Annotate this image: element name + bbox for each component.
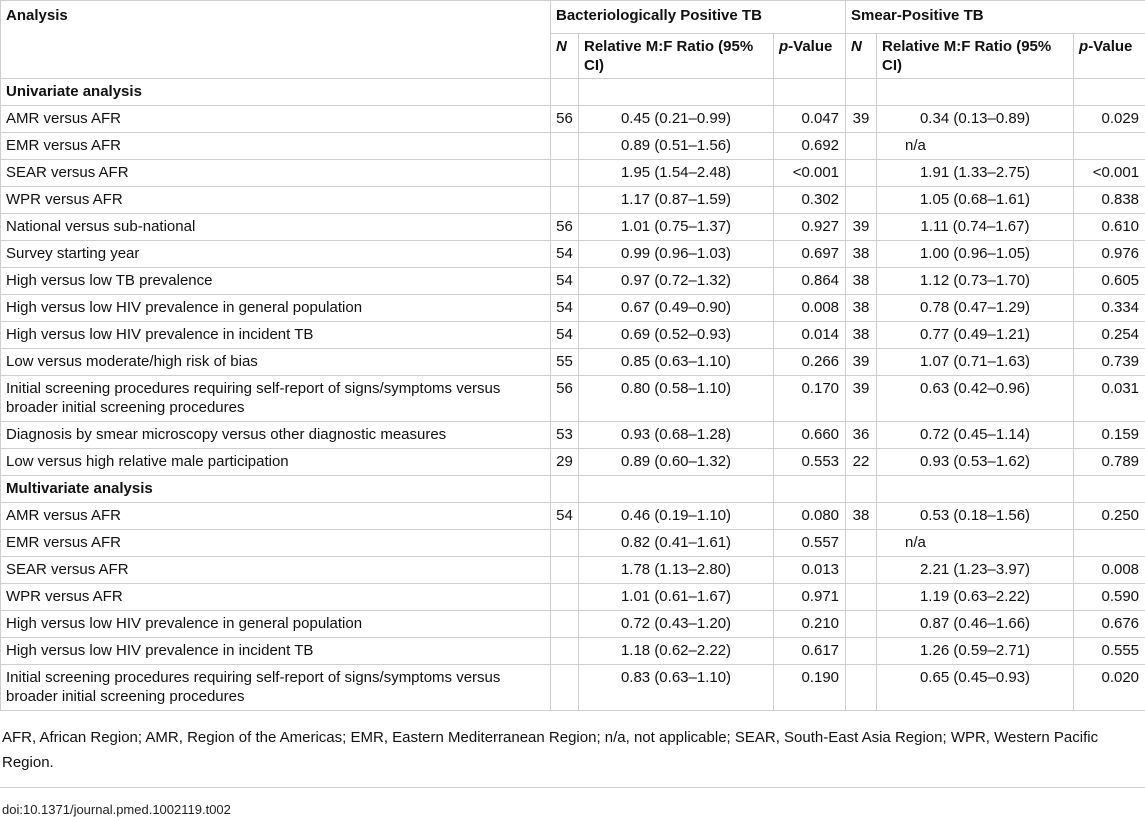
table-row bbox=[1, 584, 1145, 611]
row-label: High versus low HIV prevalence in incident TB bbox=[1, 638, 551, 665]
ratio-cell: 0.45 (0.21–0.99) bbox=[579, 106, 774, 133]
table-row bbox=[1, 449, 1145, 476]
ratio-cell: 0.72 (0.43–1.20) bbox=[579, 611, 774, 638]
table-row bbox=[1, 557, 1145, 584]
n-cell: 54 bbox=[551, 268, 579, 295]
n-cell: 39 bbox=[846, 349, 877, 376]
n-cell: 54 bbox=[551, 503, 579, 530]
n-cell: 38 bbox=[846, 268, 877, 295]
n-cell bbox=[846, 665, 877, 711]
ratio-cell: 1.01 (0.61–1.67) bbox=[579, 584, 774, 611]
ratio-cell: 0.85 (0.63–1.10) bbox=[579, 349, 774, 376]
n-cell: 36 bbox=[846, 422, 877, 449]
group-header-smear: Smear-Positive TB bbox=[846, 1, 1145, 34]
row-label: High versus low HIV prevalence in general population bbox=[1, 295, 551, 322]
p-value-header-1: p-Value bbox=[774, 34, 846, 79]
p-value-cell: 0.170 bbox=[774, 376, 846, 422]
table-row bbox=[1, 241, 1145, 268]
n-cell: 22 bbox=[846, 449, 877, 476]
ratio-cell: 0.77 (0.49–1.21) bbox=[877, 322, 1074, 349]
p-value-cell: 0.555 bbox=[1074, 638, 1145, 665]
empty-cell bbox=[774, 476, 846, 503]
n-cell bbox=[551, 584, 579, 611]
ratio-cell: 0.97 (0.72–1.32) bbox=[579, 268, 774, 295]
table-row bbox=[1, 638, 1145, 665]
n-cell bbox=[551, 530, 579, 557]
ratio-cell: 0.72 (0.45–1.14) bbox=[877, 422, 1074, 449]
ratio-cell: 0.63 (0.42–0.96) bbox=[877, 376, 1074, 422]
row-label: AMR versus AFR bbox=[1, 503, 551, 530]
ratio-cell: 0.67 (0.49–0.90) bbox=[579, 295, 774, 322]
ratio-cell: 0.69 (0.52–0.93) bbox=[579, 322, 774, 349]
table-row bbox=[1, 376, 1145, 422]
table-row bbox=[1, 503, 1145, 530]
n-cell: 39 bbox=[846, 106, 877, 133]
table-header bbox=[1, 1, 1145, 79]
p-value-cell: 0.557 bbox=[774, 530, 846, 557]
table-row bbox=[1, 106, 1145, 133]
ratio-cell: 0.65 (0.45–0.93) bbox=[877, 665, 1074, 711]
p-value-cell: 0.020 bbox=[1074, 665, 1145, 711]
table-row bbox=[1, 530, 1145, 557]
n-cell: 56 bbox=[551, 106, 579, 133]
p-value-cell: 0.553 bbox=[774, 449, 846, 476]
p-value-cell: 0.697 bbox=[774, 241, 846, 268]
ratio-cell: 0.53 (0.18–1.56) bbox=[877, 503, 1074, 530]
p-value-cell: 0.210 bbox=[774, 611, 846, 638]
ratio-cell: 0.83 (0.63–1.10) bbox=[579, 665, 774, 711]
n-cell: 55 bbox=[551, 349, 579, 376]
empty-cell bbox=[846, 476, 877, 503]
ratio-cell: 1.00 (0.96–1.05) bbox=[877, 241, 1074, 268]
empty-cell bbox=[551, 79, 579, 106]
ratio-cell: 0.80 (0.58–1.10) bbox=[579, 376, 774, 422]
doi-line: doi:10.1371/journal.pmed.1002119.t002 bbox=[0, 787, 1145, 817]
ratio-cell: 0.87 (0.46–1.66) bbox=[877, 611, 1074, 638]
row-label: WPR versus AFR bbox=[1, 187, 551, 214]
section-title: Multivariate analysis bbox=[1, 476, 551, 503]
ratio-cell: 1.07 (0.71–1.63) bbox=[877, 349, 1074, 376]
row-label: High versus low HIV prevalence in general population bbox=[1, 611, 551, 638]
table-row bbox=[1, 422, 1145, 449]
empty-cell bbox=[877, 79, 1074, 106]
row-label: EMR versus AFR bbox=[1, 530, 551, 557]
ratio-cell: 1.95 (1.54–2.48) bbox=[579, 160, 774, 187]
ratio-cell: 1.91 (1.33–2.75) bbox=[877, 160, 1074, 187]
n-cell bbox=[846, 133, 877, 160]
n-cell bbox=[846, 638, 877, 665]
p-value-cell: 0.080 bbox=[774, 503, 846, 530]
p-value-cell: 0.029 bbox=[1074, 106, 1145, 133]
n-cell: 54 bbox=[551, 241, 579, 268]
row-label: SEAR versus AFR bbox=[1, 557, 551, 584]
p-value-cell: 0.927 bbox=[774, 214, 846, 241]
ratio-cell: 1.19 (0.63–2.22) bbox=[877, 584, 1074, 611]
n-cell bbox=[551, 133, 579, 160]
ratio-cell: 1.12 (0.73–1.70) bbox=[877, 268, 1074, 295]
row-label: WPR versus AFR bbox=[1, 584, 551, 611]
ratio-cell: 0.93 (0.53–1.62) bbox=[877, 449, 1074, 476]
table-row bbox=[1, 322, 1145, 349]
ratio-cell: 1.26 (0.59–2.71) bbox=[877, 638, 1074, 665]
group-header-bacteriological: Bacteriologically Positive TB bbox=[551, 1, 846, 34]
p-value-cell: 0.008 bbox=[774, 295, 846, 322]
table-footnote: AFR, African Region; AMR, Region of the Americas; EMR, Eastern Mediterranean Region; n/a, not applicable; SEAR, South-East Asia Region; WPR, Western Pacific Region. bbox=[0, 711, 1124, 775]
ratio-cell: 0.99 (0.96–1.03) bbox=[579, 241, 774, 268]
row-label: EMR versus AFR bbox=[1, 133, 551, 160]
analysis-header: Analysis bbox=[1, 1, 551, 79]
ratio-cell: n/a bbox=[877, 133, 1074, 160]
n-cell: 29 bbox=[551, 449, 579, 476]
p-value-cell: 0.047 bbox=[774, 106, 846, 133]
empty-cell bbox=[877, 476, 1074, 503]
p-value-cell: 0.014 bbox=[774, 322, 846, 349]
table-row bbox=[1, 133, 1145, 160]
p-value-cell: 0.190 bbox=[774, 665, 846, 711]
row-label: Initial screening procedures requiring self-report of signs/symptoms versus broader initial screening procedures bbox=[1, 376, 551, 422]
row-label: AMR versus AFR bbox=[1, 106, 551, 133]
ratio-cell: 1.11 (0.74–1.67) bbox=[877, 214, 1074, 241]
n-cell: 39 bbox=[846, 376, 877, 422]
p-value-cell: 0.617 bbox=[774, 638, 846, 665]
n-cell: 38 bbox=[846, 295, 877, 322]
table-row bbox=[1, 349, 1145, 376]
n-cell: 54 bbox=[551, 295, 579, 322]
n-cell: 54 bbox=[551, 322, 579, 349]
empty-cell bbox=[579, 79, 774, 106]
row-label: Initial screening procedures requiring self-report of signs/symptoms versus broader initial screening procedures bbox=[1, 665, 551, 711]
n-cell bbox=[846, 160, 877, 187]
n-cell: 38 bbox=[846, 322, 877, 349]
n-cell bbox=[551, 665, 579, 711]
n-cell: 56 bbox=[551, 376, 579, 422]
empty-cell bbox=[1074, 476, 1145, 503]
p-value-cell: 0.031 bbox=[1074, 376, 1145, 422]
n-cell bbox=[551, 611, 579, 638]
p-value-cell: 0.971 bbox=[774, 584, 846, 611]
table-row bbox=[1, 295, 1145, 322]
ratio-cell: 0.93 (0.68–1.28) bbox=[579, 422, 774, 449]
table-body bbox=[1, 79, 1145, 711]
table-row bbox=[1, 187, 1145, 214]
p-value-cell: 0.610 bbox=[1074, 214, 1145, 241]
n-cell: 56 bbox=[551, 214, 579, 241]
table-row bbox=[1, 268, 1145, 295]
p-value-cell: 0.864 bbox=[774, 268, 846, 295]
row-label: Low versus moderate/high risk of bias bbox=[1, 349, 551, 376]
p-value-cell bbox=[1074, 530, 1145, 557]
table-row bbox=[1, 665, 1145, 711]
n-cell bbox=[846, 584, 877, 611]
p-value-cell: 0.605 bbox=[1074, 268, 1145, 295]
row-label: High versus low HIV prevalence in incident TB bbox=[1, 322, 551, 349]
n-header-2: N bbox=[846, 34, 877, 79]
empty-cell bbox=[1074, 79, 1145, 106]
p-value-cell: 0.660 bbox=[774, 422, 846, 449]
p-value-cell: <0.001 bbox=[1074, 160, 1145, 187]
ratio-cell: 1.18 (0.62–2.22) bbox=[579, 638, 774, 665]
p-value-cell: 0.302 bbox=[774, 187, 846, 214]
ratio-header-1: Relative M:F Ratio (95% CI) bbox=[579, 34, 774, 79]
table-row bbox=[1, 160, 1145, 187]
table-row bbox=[1, 214, 1145, 241]
n-cell bbox=[551, 557, 579, 584]
ratio-cell: 1.05 (0.68–1.61) bbox=[877, 187, 1074, 214]
p-value-header-2: p-Value bbox=[1074, 34, 1145, 79]
empty-cell bbox=[551, 476, 579, 503]
n-cell: 38 bbox=[846, 503, 877, 530]
p-value-cell: 0.254 bbox=[1074, 322, 1145, 349]
n-cell bbox=[846, 530, 877, 557]
ratio-cell: 0.82 (0.41–1.61) bbox=[579, 530, 774, 557]
row-label: Low versus high relative male participation bbox=[1, 449, 551, 476]
p-value-cell bbox=[1074, 133, 1145, 160]
ratio-cell: 0.46 (0.19–1.10) bbox=[579, 503, 774, 530]
p-value-cell: 0.266 bbox=[774, 349, 846, 376]
row-label: Diagnosis by smear microscopy versus other diagnostic measures bbox=[1, 422, 551, 449]
n-cell bbox=[551, 187, 579, 214]
n-cell bbox=[846, 557, 877, 584]
ratio-cell: 1.01 (0.75–1.37) bbox=[579, 214, 774, 241]
table-row bbox=[1, 611, 1145, 638]
row-label: Survey starting year bbox=[1, 241, 551, 268]
p-value-cell: 0.838 bbox=[1074, 187, 1145, 214]
row-label: SEAR versus AFR bbox=[1, 160, 551, 187]
ratio-cell: 1.78 (1.13–2.80) bbox=[579, 557, 774, 584]
p-value-cell: 0.976 bbox=[1074, 241, 1145, 268]
n-cell: 39 bbox=[846, 214, 877, 241]
p-value-cell: <0.001 bbox=[774, 160, 846, 187]
p-value-cell: 0.250 bbox=[1074, 503, 1145, 530]
ratio-cell: 2.21 (1.23–3.97) bbox=[877, 557, 1074, 584]
section-row bbox=[1, 79, 1145, 106]
ratio-cell: 0.78 (0.47–1.29) bbox=[877, 295, 1074, 322]
ratio-cell: 0.89 (0.51–1.56) bbox=[579, 133, 774, 160]
ratio-cell: 1.17 (0.87–1.59) bbox=[579, 187, 774, 214]
n-cell: 38 bbox=[846, 241, 877, 268]
n-cell bbox=[846, 611, 877, 638]
empty-cell bbox=[774, 79, 846, 106]
ratio-header-2: Relative M:F Ratio (95% CI) bbox=[877, 34, 1074, 79]
p-value-cell: 0.159 bbox=[1074, 422, 1145, 449]
section-title: Univariate analysis bbox=[1, 79, 551, 106]
p-value-cell: 0.676 bbox=[1074, 611, 1145, 638]
row-label: High versus low TB prevalence bbox=[1, 268, 551, 295]
n-cell bbox=[551, 638, 579, 665]
p-value-cell: 0.013 bbox=[774, 557, 846, 584]
p-value-cell: 0.334 bbox=[1074, 295, 1145, 322]
n-cell: 53 bbox=[551, 422, 579, 449]
row-label: National versus sub-national bbox=[1, 214, 551, 241]
p-value-cell: 0.789 bbox=[1074, 449, 1145, 476]
ratio-cell: 0.89 (0.60–1.32) bbox=[579, 449, 774, 476]
ratio-cell: n/a bbox=[877, 530, 1074, 557]
p-value-cell: 0.692 bbox=[774, 133, 846, 160]
p-value-cell: 0.739 bbox=[1074, 349, 1145, 376]
empty-cell bbox=[579, 476, 774, 503]
section-row bbox=[1, 476, 1145, 503]
n-header-1: N bbox=[551, 34, 579, 79]
n-cell bbox=[846, 187, 877, 214]
n-cell bbox=[551, 160, 579, 187]
ratio-cell: 0.34 (0.13–0.89) bbox=[877, 106, 1074, 133]
empty-cell bbox=[846, 79, 877, 106]
p-value-cell: 0.590 bbox=[1074, 584, 1145, 611]
p-value-cell: 0.008 bbox=[1074, 557, 1145, 584]
